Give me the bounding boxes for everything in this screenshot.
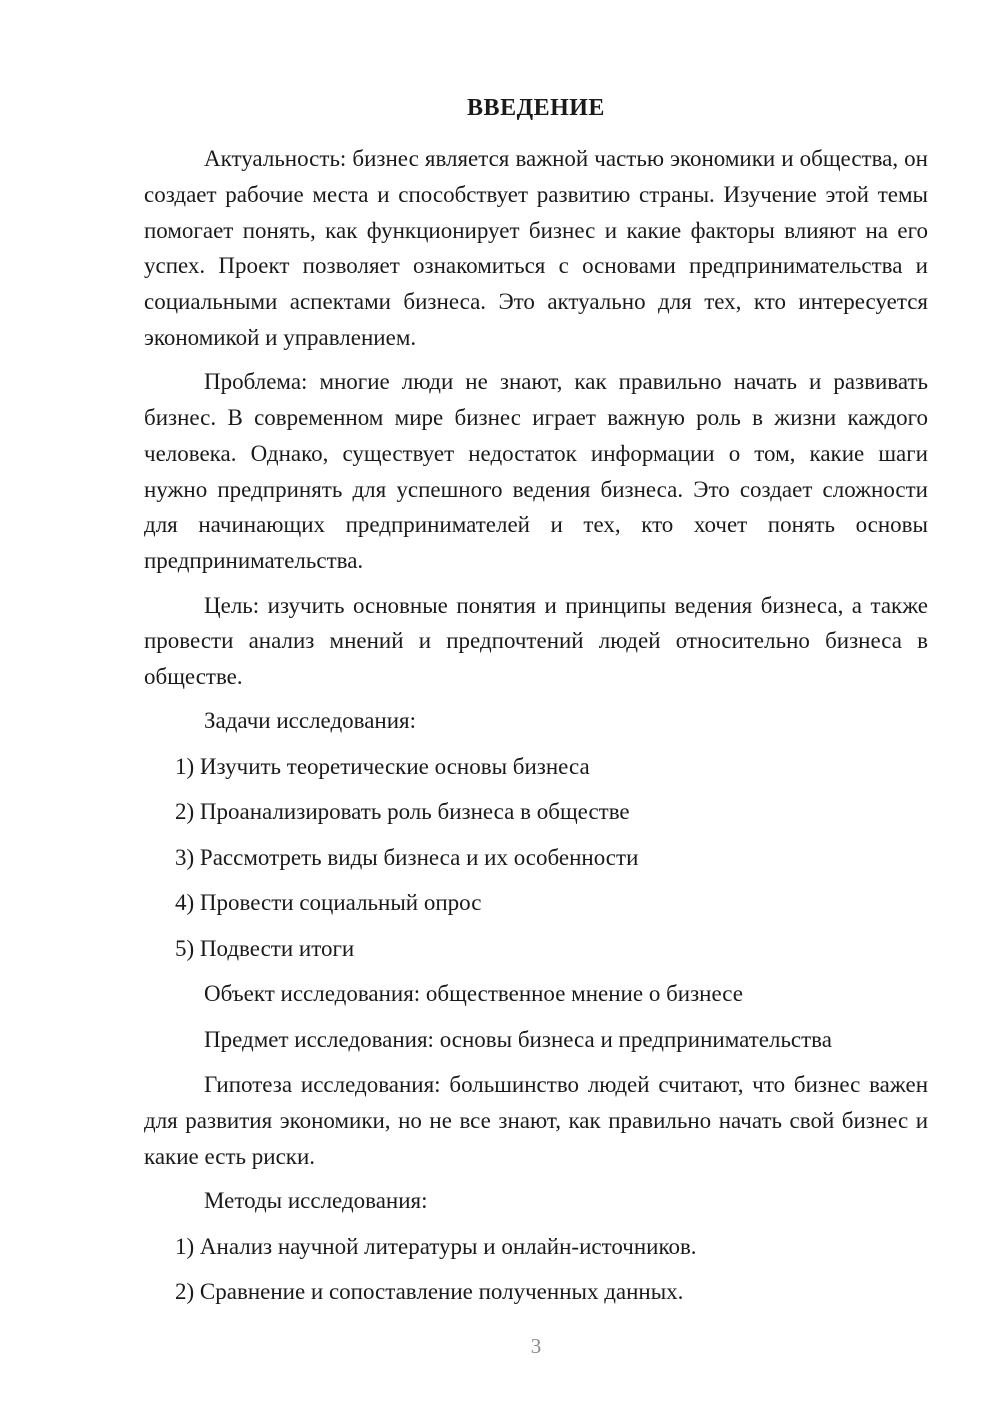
task-item: 3) Рассмотреть виды бизнеса и их особенности xyxy=(175,844,639,870)
task-item: 5) Подвести итоги xyxy=(175,935,355,961)
task-item: 2) Проанализировать роль бизнеса в обществе xyxy=(175,799,630,825)
relevance-paragraph: Актуальность: бизнес является важной частью экономики и общества, он создает рабочие места и способствует развитию страны. Изучение этой темы помогает понять, как функционирует бизнес и какие факторы влияют на его успех. Проект позволяет ознакомиться с основами предпринимательства и социальными аспектами бизнеса. Это актуально для тех, кто интересуется экономикой и управлением. xyxy=(144,146,928,350)
methods-heading: Методы исследования: xyxy=(204,1188,428,1214)
problem-paragraph: Проблема: многие люди не знают, как правильно начать и развивать бизнес. В современном мире бизнес играет важную роль в жизни каждого человека. Однако, существует недостаток информации о том, какие шаги нужно предпринять для успешного ведения бизнеса. Это создает сложности для начинающих предпринимателей и тех, кто хочет понять основы предпринимательства. xyxy=(144,369,928,574)
research-object: Объект исследования: общественное мнение о бизнесе xyxy=(204,981,743,1007)
hypothesis-paragraph: Гипотеза исследования: большинство людей считают, что бизнес важен для развития экономики, но не все знают, как правильно начать свой бизнес и какие есть риски. xyxy=(144,1072,928,1169)
method-item: 1) Анализ научной литературы и онлайн-источников. xyxy=(175,1233,697,1259)
page-number: 3 xyxy=(530,1334,542,1358)
section-title: ВВЕДЕНИЕ xyxy=(467,95,605,121)
research-subject: Предмет исследования: основы бизнеса и предпринимательства xyxy=(204,1026,832,1052)
task-item: 4) Провести социальный опрос xyxy=(175,890,482,916)
task-item: 1) Изучить теоретические основы бизнеса xyxy=(175,753,590,779)
page-body xyxy=(144,141,928,1320)
tasks-heading: Задачи исследования: xyxy=(204,708,417,734)
goal-paragraph: Цель: изучить основные понятия и принципы ведения бизнеса, а также провести анализ мнений и предпочтений людей относительно бизнеса в обществе. xyxy=(144,592,928,690)
method-item: 2) Сравнение и сопоставление полученных данных. xyxy=(175,1279,684,1305)
